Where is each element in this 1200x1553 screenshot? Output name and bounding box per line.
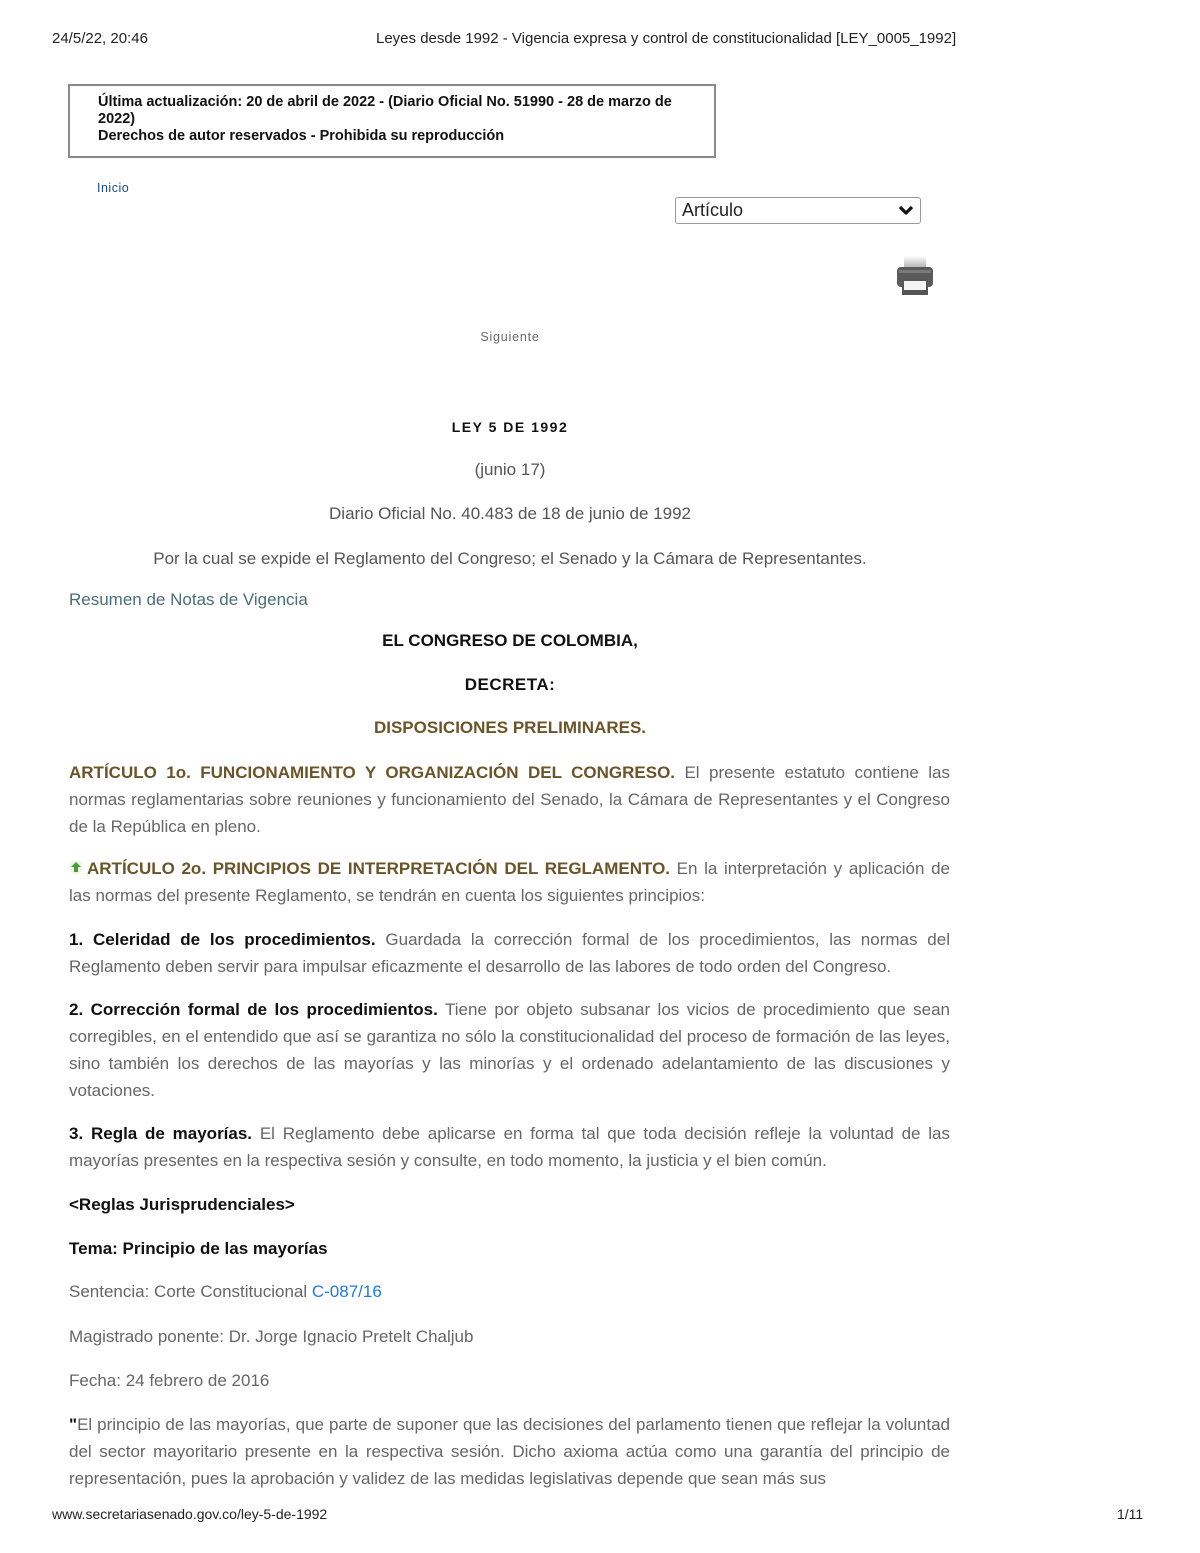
law-subject: Por la cual se expide el Reglamento del Congreso; el Senado y la Cámara de Representantes. [153, 549, 867, 568]
pdf-print-header [0, 30, 1200, 50]
fecha-text: Fecha: 24 febrero de 2016 [69, 1371, 270, 1390]
principle-2 [69, 996, 950, 1104]
principle-1 [69, 926, 950, 980]
quote-text: El principio de las mayorías, que parte de suponer que las decisiones del parlamento tienen que reflejar la voluntad del sector mayoritario presente en la respectiva sesión. Dicho axioma actúa como una garantía del principio de representación, pues la aprobación y validez de las medidas legislativas depende que sean más sus [69, 1415, 950, 1488]
arrow-up-icon[interactable] [69, 860, 83, 874]
law-diario-oficial: Diario Oficial No. 40.483 de 18 de junio de 1992 [329, 504, 691, 523]
print-datetime: 24/5/22, 20:46 [52, 30, 148, 47]
update-notice-box [68, 84, 716, 158]
congreso-heading: EL CONGRESO DE COLOMBIA, [382, 631, 638, 650]
jurisprudence-tema [69, 1235, 950, 1262]
article-2-heading: ARTÍCULO 2o. PRINCIPIOS DE INTERPRETACIÓN DEL REGLAMENTO. [87, 859, 671, 878]
article-1 [69, 759, 950, 840]
print-page-title: Leyes desde 1992 - Vigencia expresa y control de constitucionalidad [LEY_0005_1992] [376, 30, 957, 47]
magistrado-text: Magistrado ponente: Dr. Jorge Ignacio Pretelt Chaljub [69, 1327, 474, 1346]
article-select[interactable] [675, 197, 921, 224]
siguiente-link[interactable]: Siguiente [480, 330, 540, 344]
jurisprudence-header [69, 1191, 950, 1218]
principle-3-text: El Reglamento debe aplicarse en forma tal que toda decisión refleje la voluntad de las mayorías presentes en la respectiva sesión y consulte, en todo momento, la justicia y el bien común. [69, 1124, 950, 1170]
jurisprudence-header-text: <Reglas Jurisprudenciales> [69, 1195, 295, 1214]
tema-text: Tema: Principio de las mayorías [69, 1239, 328, 1258]
sentencia-label: Sentencia: Corte Constitucional [69, 1282, 312, 1301]
copyright-text: Derechos de autor reservados - Prohibida su reproducción [98, 128, 505, 144]
principle-1-heading: 1. Celeridad de los procedimientos. [69, 930, 376, 949]
principle-1-text: Guardada la corrección formal de los procedimientos, las normas del Reglamento deben servir para impulsar eficazmente el desarrollo de las labores de todo orden del Congreso. [69, 930, 950, 976]
sentencia-link[interactable]: C-087/16 [311, 1282, 382, 1301]
article-1-text: El presente estatuto contiene las normas reglamentarias sobre reuniones y funcionamiento del Senado, la Cámara de Representantes y el Congreso de la República en pleno. [69, 763, 950, 836]
article-2-text: En la interpretación y aplicación de las normas del presente Reglamento, se tendrán en cuenta los siguientes principios: [69, 859, 950, 905]
print-url: www.secretariasenado.gov.co/ley-5-de-1992 [52, 1506, 328, 1522]
print-page-number: 1/11 [1117, 1506, 1144, 1522]
jurisprudence-magistrado [69, 1323, 950, 1350]
article-1-heading: ARTÍCULO 1o. FUNCIONAMIENTO Y ORGANIZACIÓN DEL CONGRESO. [69, 763, 676, 782]
section-heading: DISPOSICIONES PRELIMINARES. [373, 718, 647, 737]
chevron-down-icon [898, 202, 914, 218]
inicio-link[interactable]: Inicio [97, 181, 130, 195]
principle-2-heading: 2. Corrección formal de los procedimientos. [69, 1000, 438, 1019]
printer-icon[interactable] [893, 254, 937, 298]
principle-2-text: Tiene por objeto subsanar los vicios de procedimiento que sean corregibles, en el entendido que así se garantiza no sólo la constitucionalidad del proceso de formación de las leyes, sino también los derechos de las mayorías y las minorías y el ordenado adelantamiento de las discusiones y votaciones. [69, 1000, 950, 1100]
law-title: LEY 5 DE 1992 [451, 419, 569, 435]
last-update-text: Última actualización: 20 de abril de 2022 - (Diario Oficial No. 51990 - 28 de marzo de 2022) [98, 94, 672, 127]
jurisprudence-fecha [69, 1367, 950, 1394]
decreta-heading: DECRETA: [464, 675, 556, 694]
jurisprudence-sentencia [69, 1278, 950, 1305]
principle-3-heading: 3. Regla de mayorías. [69, 1124, 253, 1143]
jurisprudence-quote [69, 1411, 950, 1492]
article-select-value: Artículo [682, 200, 744, 220]
article-2 [69, 855, 950, 909]
quote-mark: " [69, 1415, 78, 1434]
principle-3 [69, 1120, 950, 1174]
pdf-print-footer [0, 1506, 1200, 1526]
resumen-notas-vigencia-link[interactable]: Resumen de Notas de Vigencia [69, 590, 308, 609]
law-date: (junio 17) [474, 460, 546, 479]
